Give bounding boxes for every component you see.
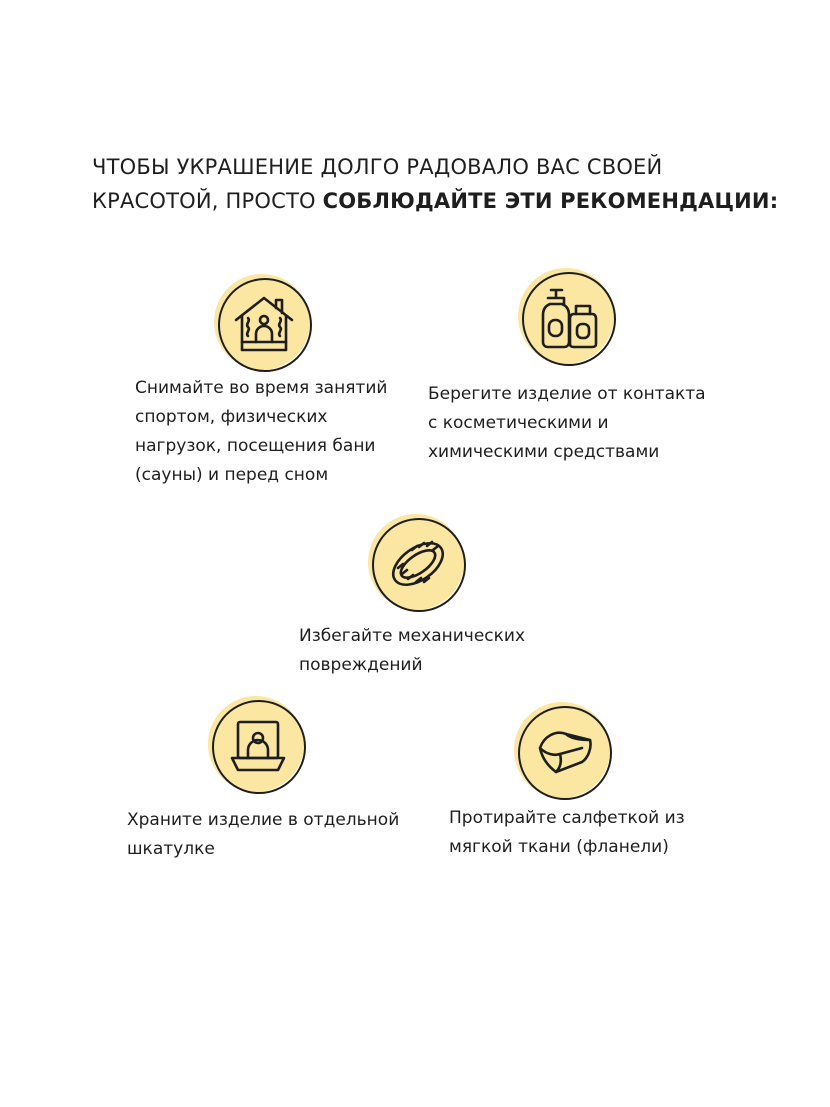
caption-line: с косметическими и: [428, 413, 609, 433]
caption-line: Храните изделие в отдельной: [127, 810, 400, 830]
caption-line: Избегайте механических: [299, 626, 526, 646]
cloth-badge: [512, 700, 612, 800]
caption-line: повреждений: [299, 655, 423, 675]
caption-line: Снимайте во время занятий: [135, 378, 388, 398]
caption-line: химическими средствами: [428, 442, 660, 462]
caption-line: мягкой ткани (фланели): [449, 837, 669, 857]
item-caption-cosmetics: [428, 380, 706, 467]
ring-badge: [366, 512, 466, 612]
sauna-badge: [212, 272, 312, 372]
heading-line-1: ЧТОБЫ УКРАШЕНИЕ ДОЛГО РАДОВАЛО ВАС СВОЕЙ: [92, 155, 663, 179]
jewelry-box-badge: [206, 694, 306, 794]
heading-line-2-bold: СОБЛЮДАЙТЕ ЭТИ РЕКОМЕНДАЦИИ:: [322, 189, 779, 213]
cloth-icon: [530, 718, 598, 786]
caption-line: (сауны) и перед сном: [135, 465, 329, 485]
caption-line: Протирайте салфеткой из: [449, 808, 685, 828]
caption-line: Берегите изделие от контакта: [428, 384, 706, 404]
item-caption-sauna: [135, 374, 387, 490]
cosmetics-badge: [516, 266, 616, 366]
item-caption-jewelry-box: [127, 806, 399, 864]
caption-line: нагрузок, посещения бани: [135, 436, 376, 456]
page-heading: [92, 150, 792, 218]
cosmetic-bottles-icon: [534, 284, 602, 352]
heading-line-2-regular: КРАСОТОЙ, ПРОСТО: [92, 189, 323, 213]
caption-line: шкатулке: [127, 839, 215, 859]
item-caption-ring: [299, 622, 525, 680]
caption-line: спортом, физических: [135, 407, 328, 427]
item-caption-cloth: [449, 804, 685, 862]
ring-icon: [384, 530, 452, 598]
sauna-house-icon: [230, 290, 298, 358]
jewelry-box-icon: [224, 712, 292, 780]
